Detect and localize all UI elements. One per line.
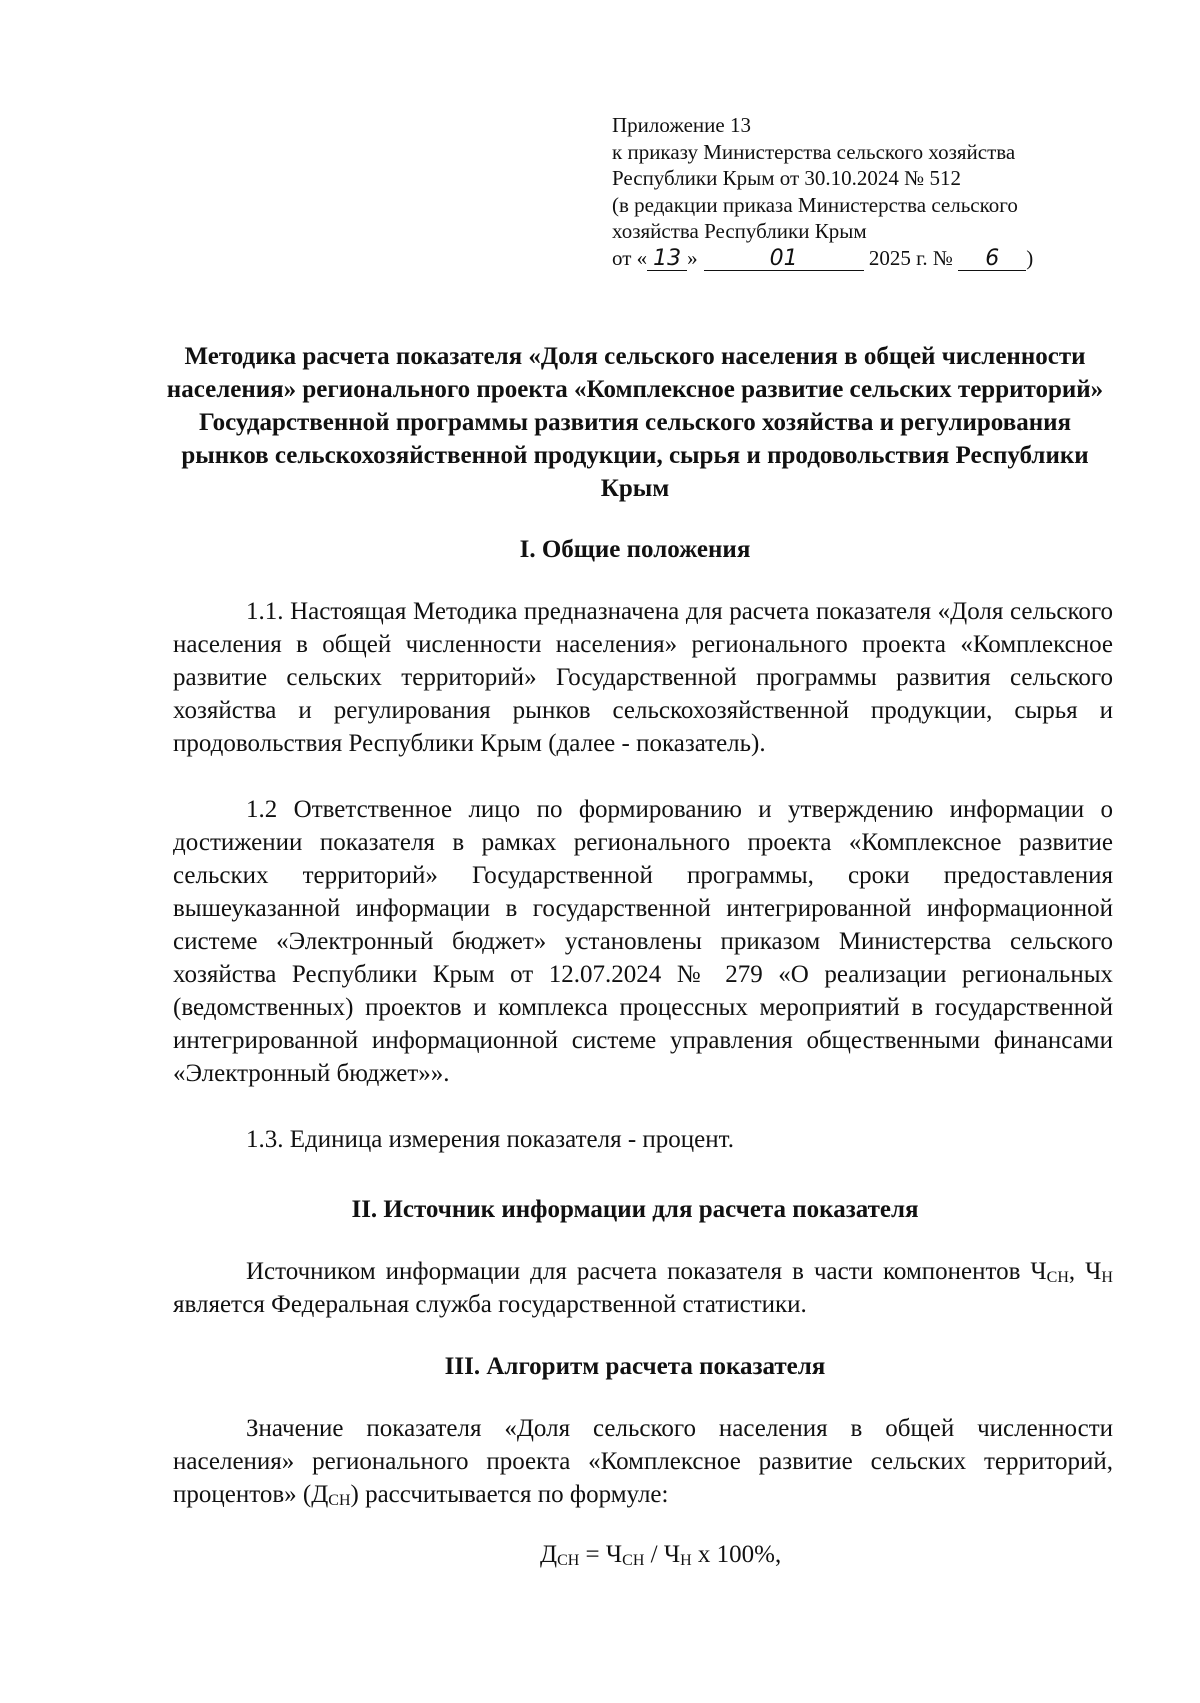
appendix-header xyxy=(612,112,1132,271)
header-line-3: Республики Крым от 30.10.2024 № 512 xyxy=(612,166,961,190)
paragraph-1-2: 1.2 Ответственное лицо по формированию и утверждению информации о достижении показателя в рамках регионального проекта «Комплексное развитие сельских территорий» Государственной программы, сроки предоставления вышеуказанной информации в государственной интегрированной информационной системе «Электронный бюджет» установлены приказом Министерства сельского хозяйства Республики Крым от 12.07.2024 № 279 «О реализации региональных (ведомственных) проектов и комплекса процессных мероприятий в государственной интегрированной информационной системе управления общественными финансами «Электронный бюджет»». xyxy=(173,796,1113,1087)
formula xyxy=(540,1540,940,1570)
formula-eq: = Ч xyxy=(579,1541,623,1568)
formula-d: Д xyxy=(540,1541,558,1568)
paragraph-1-3: 1.3. Единица измерения показателя - процент. xyxy=(246,1126,734,1153)
header-line-4: (в редакции приказа Министерства сельского xyxy=(612,192,1018,217)
p3-text-after: ) рассчитывается по формуле: xyxy=(350,1481,669,1508)
p2-text-before: Источником информации для расчета показателя в части компонентов Ч xyxy=(246,1258,1047,1285)
formula-ch-sub: СН xyxy=(622,1552,645,1569)
formula-ch2-sub: Н xyxy=(680,1552,692,1569)
p2-sub-1: СН xyxy=(1046,1269,1069,1286)
year-part: 2025 г. № xyxy=(863,245,959,270)
p2-sub-2: Н xyxy=(1101,1269,1113,1286)
p2-text-mid: , Ч xyxy=(1068,1258,1102,1285)
formula-d-sub: СН xyxy=(557,1552,580,1569)
header-line-2: к приказу Министерства сельского хозяйства xyxy=(612,139,1016,164)
handwritten-number: 6 xyxy=(958,248,1026,271)
section-3-title: III. Алгоритм расчета показателя xyxy=(444,1353,826,1380)
date-prefix: от « xyxy=(612,245,648,270)
paragraph-1-1: 1.1. Настоящая Методика предназначена для расчета показателя «Доля сельского населения в общей численности населения» регионального проекта «Комплексное развитие сельских территорий» Государственной программы развития сельского хозяйства и регулирования рынков сельскохозяйственной продукции, сырья и продовольствия Республики Крым (далее - показатель). xyxy=(173,598,1113,757)
date-mid: » xyxy=(687,245,698,270)
handwritten-day: 13 xyxy=(647,248,687,271)
header-line-5: хозяйства Республики Крым xyxy=(612,219,867,243)
formula-slash: / Ч xyxy=(644,1541,681,1568)
date-close: ) xyxy=(1026,245,1034,270)
section-1-title: I. Общие положения xyxy=(519,536,751,563)
paragraph-2 xyxy=(173,1255,1113,1321)
document-title: Методика расчета показателя «Доля сельского населения в общей численности населения» регионального проекта «Комплексное развитие сельских территорий» Государственной программы развития сельского хозяйства и регулирования рынков сельскохозяйственной продукции, сырья и продовольствия Республики Крым xyxy=(166,343,1104,502)
formula-rest: х 100%, xyxy=(691,1541,782,1568)
paragraph-3 xyxy=(173,1412,1113,1511)
p3-text-before: Значение показателя «Доля сельского населения в общей численности населения» регионального проекта «Комплексное развитие сельских территорий, процентов» (Д xyxy=(173,1415,1113,1508)
p2-text-after: является Федеральная служба государственной статистики. xyxy=(173,1291,807,1318)
section-2-title: II. Источник информации для расчета показателя xyxy=(351,1196,919,1223)
handwritten-month: 01 xyxy=(704,248,864,271)
header-line-1: Приложение 13 xyxy=(612,113,751,137)
p3-sub: СН xyxy=(328,1492,351,1509)
header-date-line xyxy=(612,245,1132,272)
